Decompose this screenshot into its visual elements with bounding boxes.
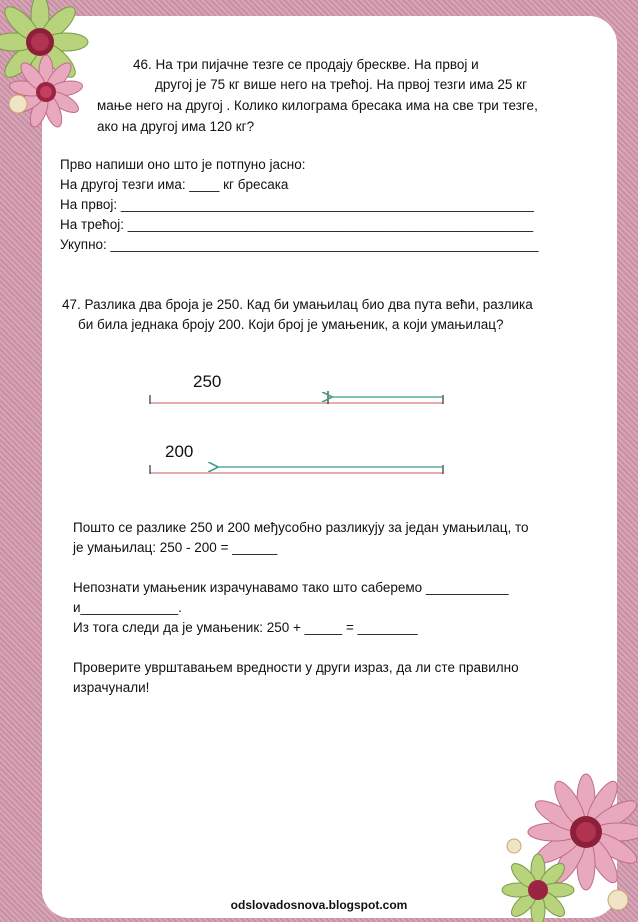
footer-url: odslovadosnova.blogspot.com xyxy=(230,898,408,912)
segment-250 xyxy=(150,391,443,404)
problem46-third-stand: На трећој: ______________________________________________________ xyxy=(60,217,534,232)
diagram-label-200: 200 xyxy=(165,442,194,461)
problem47-solution-line3: Непознати умањеник израчунавамо тако што саберемо ___________ xyxy=(73,580,509,595)
problem46-line4: ако на другој има 120 кг? xyxy=(97,119,255,134)
segment-200 xyxy=(150,465,443,474)
problem46-first-stand: На првој: _______________________________________________________ xyxy=(60,197,534,212)
problem46-intro: Прво напиши оно што је потпуно јасно: xyxy=(60,157,306,172)
problem47-line1: 47. Разлика два броја је 250. Кад би умањилац био два пута већи, разлика xyxy=(62,297,533,312)
problem47-solution-line1: Пошто се разлике 250 и 200 међусобно разликују за један умањилац, то xyxy=(73,520,529,535)
problem46-line2: другој је 75 кг више него на трећој. На првој тезги има 25 кг xyxy=(155,77,527,92)
problem46-total: Укупно: _________________________________________________________ xyxy=(60,237,539,252)
problem46-line3: мање него на другој . Колико килограма бресака има на све три тезге, xyxy=(97,98,538,113)
problem47-solution-line5: Из тога следи да је умањеник: 250 + _____ = ________ xyxy=(73,620,418,635)
problem46-second-stand: На другој тезги има: ____ кг бресака xyxy=(60,177,289,192)
problem47-check-line2: израчунали! xyxy=(73,680,150,695)
problem46-line1: 46. На три пијачне тезге се продају брескве. На првој и xyxy=(133,57,479,72)
problem47-line2: би била једнака броју 200. Који број је умањеник, а који умањилац? xyxy=(78,317,504,332)
problem47-solution-line4: и_____________. xyxy=(73,600,182,615)
diagram-label-250: 250 xyxy=(193,372,222,391)
problem47-check-line1: Проверите уврштавањем вредности у други израз, да ли сте правилно xyxy=(73,660,519,675)
problem47-solution-line2: је умањилац: 250 - 200 = ______ xyxy=(73,540,278,555)
